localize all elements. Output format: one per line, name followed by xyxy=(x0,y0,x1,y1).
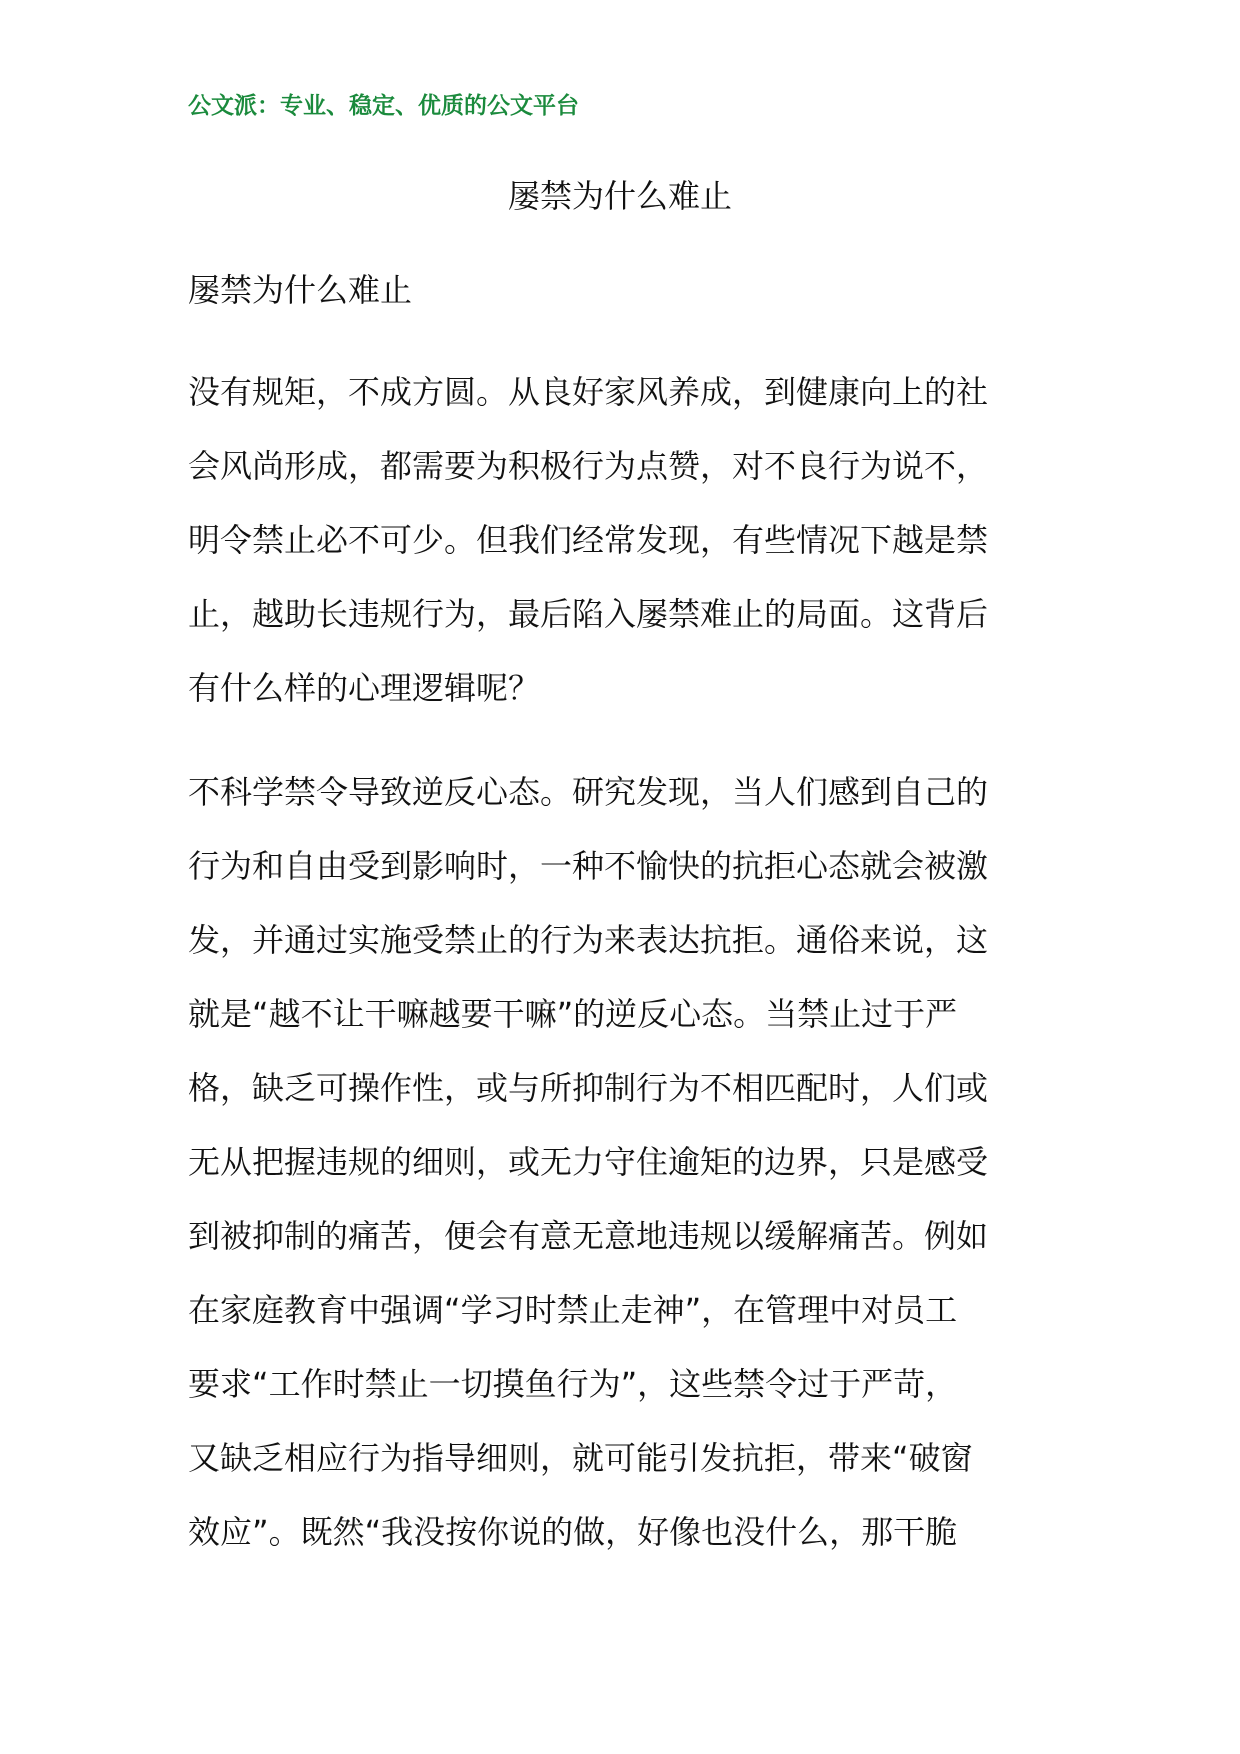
paragraph-line: 有什么样的心理逻辑呢？ xyxy=(188,669,541,707)
paragraph-line: 无从把握违规的细则，或无力守住逾矩的边界，只是感受 xyxy=(188,1143,989,1181)
paragraph-line: 明令禁止必不可少。但我们经常发现，有些情况下越是禁 xyxy=(188,521,989,559)
paragraph-line: 要求“工作时禁止一切摸鱼行为”，这些禁令过于严苛， xyxy=(188,1365,958,1403)
paragraph-line: 效应”。既然“我没按你说的做，好像也没什么，那干脆 xyxy=(188,1513,958,1551)
site-slogan: 公文派：专业、稳定、优质的公文平台 xyxy=(188,93,579,119)
paragraph-line: 不科学禁令导致逆反心态。研究发现，当人们感到自己的 xyxy=(188,773,989,811)
paragraph-line: 又缺乏相应行为指导细则，就可能引发抗拒，带来“破窗 xyxy=(188,1439,973,1477)
paragraph-line: 行为和自由受到影响时，一种不愉快的抗拒心态就会被激 xyxy=(188,847,989,885)
paragraph-line: 发，并通过实施受禁止的行为来表达抗拒。通俗来说，这 xyxy=(188,921,989,959)
paragraph-line: 止，越助长违规行为，最后陷入屡禁难止的局面。这背后 xyxy=(188,595,989,633)
paragraph-line: 在家庭教育中强调“学习时禁止走神”，在管理中对员工 xyxy=(188,1291,958,1329)
paragraph-line: 格，缺乏可操作性，或与所抑制行为不相匹配时，人们或 xyxy=(188,1069,989,1107)
paragraph-line: 没有规矩，不成方圆。从良好家风养成，到健康向上的社 xyxy=(188,373,989,411)
paragraph-line: 到被抑制的痛苦，便会有意无意地违规以缓解痛苦。例如 xyxy=(188,1217,989,1255)
document-body xyxy=(188,355,1052,1599)
document-title: 屡禁为什么难止 xyxy=(507,177,732,215)
paragraph-line: 会风尚形成，都需要为积极行为点赞，对不良行为说不， xyxy=(188,447,989,485)
paragraph-line: 就是“越不让干嘛越要干嘛”的逆反心态。当禁止过于严 xyxy=(188,995,958,1033)
paragraph-1 xyxy=(188,355,1052,725)
paragraph-2 xyxy=(188,755,1052,1569)
document-subtitle: 屡禁为什么难止 xyxy=(188,271,413,309)
